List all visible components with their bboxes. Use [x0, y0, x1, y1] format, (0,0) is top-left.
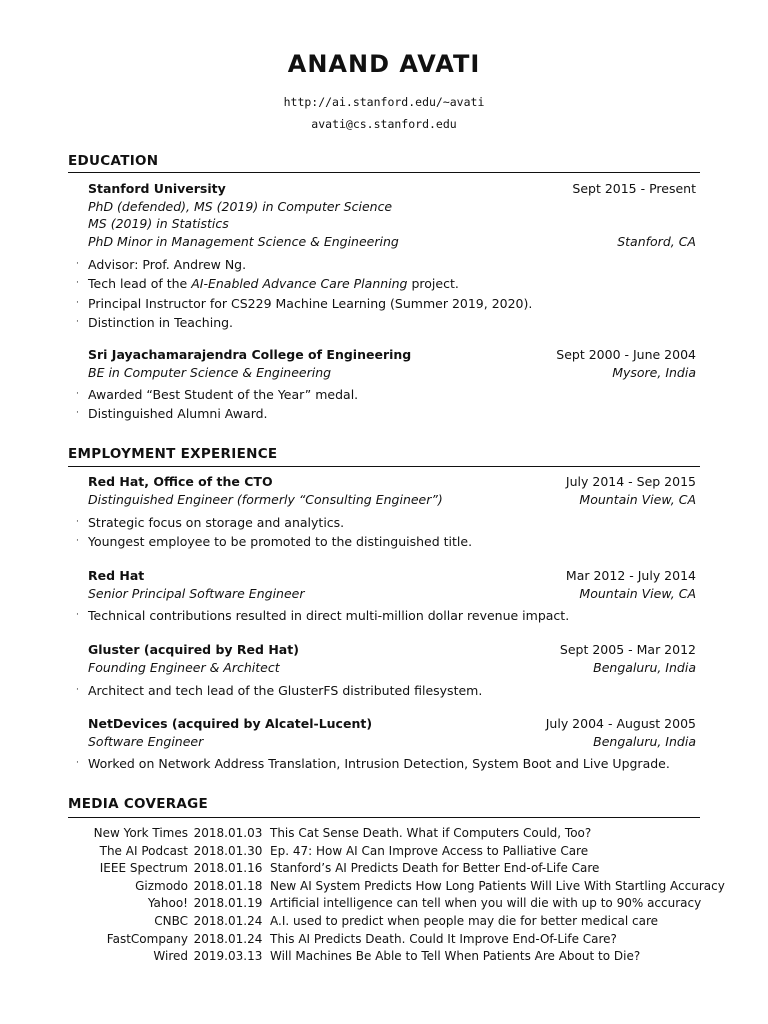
- bullet-dot-icon: ·: [76, 536, 79, 547]
- entry-location: Bengaluru, India: [593, 659, 696, 675]
- bullet-item: · Distinction in Teaching.: [76, 313, 716, 332]
- media-date: 2018.01.19: [193, 896, 263, 911]
- media-source: New York Times: [93, 826, 188, 840]
- media-source: Yahoo!: [147, 896, 188, 911]
- media-row[interactable]: [88, 878, 748, 896]
- bullet-dot-icon: ·: [76, 389, 79, 399]
- media-date: 2018.01.03: [193, 826, 263, 840]
- media-source: Wired: [153, 949, 188, 964]
- bullet-item: · Awarded “Best Student of the Year” medal.: [76, 385, 716, 404]
- media-title: This AI Predicts Death. Could It Improve End-Of-Life Care?: [270, 931, 617, 946]
- bullet-list: [76, 255, 716, 332]
- media-title: Stanford’s AI Predicts Death for Better End-of-Life Care: [270, 861, 600, 876]
- employer-name: Red Hat: [88, 568, 145, 583]
- education-entry: [88, 180, 696, 250]
- media-date: 2018.01.30: [193, 843, 263, 858]
- media-table: [88, 825, 748, 966]
- media-date: 2018.01.16: [193, 861, 263, 876]
- project-name: AI-Enabled Advance Care Planning: [191, 276, 408, 292]
- media-row[interactable]: [88, 913, 748, 931]
- media-row[interactable]: [88, 895, 748, 913]
- employment-entry: [88, 473, 696, 508]
- media-date: 2019.03.13: [193, 949, 263, 964]
- entry-date: Sept 2015 - Present: [572, 181, 696, 196]
- job-role: Software Engineer: [88, 733, 204, 749]
- bullet-list: [76, 513, 716, 552]
- entry-date: Sept 2000 - June 2004: [556, 347, 696, 362]
- employment-entry: [88, 715, 696, 750]
- media-date: 2018.01.24: [193, 913, 263, 928]
- entry-location: Bengaluru, India: [593, 733, 696, 749]
- media-title: Artificial intelligence can tell when you will die with up to 90% accuracy: [270, 896, 702, 911]
- media-row[interactable]: [88, 931, 748, 949]
- media-date: 2018.01.24: [193, 931, 263, 946]
- bullet-item: · Principal Instructor for CS229 Machine Learning (Summer 2019, 2020).: [76, 294, 716, 313]
- entry-location: Mountain View, CA: [579, 491, 696, 507]
- bullet-dot-icon: ·: [76, 278, 79, 289]
- bullet-dot-icon: ·: [76, 259, 79, 269]
- bullet-list: [76, 606, 716, 625]
- institution-name: Stanford University: [88, 181, 226, 196]
- employer-name: NetDevices (acquired by Alcatel-Lucent): [88, 716, 373, 731]
- degree-line: MS (2019) in Statistics: [88, 216, 229, 231]
- section-rule: [68, 466, 700, 467]
- job-role: Founding Engineer & Architect: [88, 659, 280, 675]
- bullet-dot-icon: ·: [76, 610, 79, 620]
- media-row[interactable]: [88, 843, 748, 861]
- degree-line: PhD Minor in Management Science & Engineering: [88, 233, 399, 249]
- media-row[interactable]: [88, 825, 748, 843]
- degree-line: PhD (defended), MS (2019) in Computer Science: [88, 198, 393, 214]
- bullet-dot-icon: ·: [76, 517, 79, 527]
- bullet-item: · Worked on Network Address Translation, Intrusion Detection, System Boot and Live Upgrade.: [76, 754, 716, 773]
- entry-date: July 2014 - Sep 2015: [565, 474, 696, 489]
- entry-date: July 2004 - August 2005: [545, 716, 696, 731]
- bullet-list: [76, 385, 716, 424]
- bullet-item: · Technical contributions resulted in direct multi-million dollar revenue impact.: [76, 606, 716, 625]
- job-role: Senior Principal Software Engineer: [88, 585, 305, 601]
- bullet-list: [76, 681, 716, 700]
- bullet-item: · Strategic focus on storage and analytics.: [76, 513, 716, 532]
- employer-name: Gluster (acquired by Red Hat): [88, 642, 299, 657]
- institution-name: Sri Jayachamarajendra College of Engineering: [88, 347, 412, 362]
- candidate-name: ANAND AVATI: [287, 50, 481, 78]
- entry-location: Mountain View, CA: [579, 585, 696, 601]
- section-title-education: EDUCATION: [68, 153, 159, 169]
- job-role: Distinguished Engineer (formerly “Consulting Engineer”): [88, 491, 443, 507]
- media-title: Ep. 47: How AI Can Improve Access to Palliative Care: [270, 843, 589, 858]
- media-source: IEEE Spectrum: [99, 861, 188, 876]
- media-title: Will Machines Be Able to Tell When Patients Are About to Die?: [270, 949, 641, 964]
- media-source: The AI Podcast: [99, 843, 188, 858]
- degree-line: BE in Computer Science & Engineering: [88, 364, 332, 380]
- media-row[interactable]: [88, 860, 748, 878]
- media-date: 2018.01.18: [193, 878, 263, 893]
- bullet-dot-icon: ·: [76, 408, 79, 419]
- bullet-dot-icon: ·: [76, 297, 79, 308]
- section-rule: [68, 172, 700, 173]
- media-title: This Cat Sense Death. What if Computers Could, Too?: [270, 826, 592, 840]
- media-title: A.I. used to predict when people may die for better medical care: [270, 913, 659, 928]
- employment-entry: [88, 641, 696, 676]
- section-rule: [68, 817, 700, 818]
- media-source: FastCompany: [106, 931, 188, 946]
- entry-date: Mar 2012 - July 2014: [565, 568, 696, 583]
- bullet-dot-icon: ·: [76, 685, 79, 695]
- section-title-employment: EMPLOYMENT EXPERIENCE: [68, 446, 278, 462]
- entry-location: Stanford, CA: [617, 233, 696, 249]
- homepage-link[interactable]: http://ai.stanford.edu/~avati: [283, 95, 485, 109]
- section-title-media: MEDIA COVERAGE: [68, 796, 209, 812]
- media-row[interactable]: [88, 948, 748, 966]
- bullet-list: [76, 754, 716, 773]
- bullet-dot-icon: ·: [76, 316, 79, 327]
- entry-date: Sept 2005 - Mar 2012: [559, 642, 696, 657]
- bullet-item: · Advisor: Prof. Andrew Ng.: [76, 255, 716, 274]
- media-title: New AI System Predicts How Long Patients Will Live With Startling Accuracy: [270, 878, 725, 893]
- media-source: Gizmodo: [135, 878, 188, 893]
- email-link[interactable]: avati@cs.stanford.edu: [311, 117, 457, 131]
- bullet-item: · Youngest employee to be promoted to the distinguished title.: [76, 532, 716, 551]
- media-source: CNBC: [154, 913, 188, 928]
- bullet-dot-icon: ·: [76, 758, 79, 768]
- bullet-item: · Distinguished Alumni Award.: [76, 404, 716, 423]
- education-entry: [88, 346, 696, 381]
- entry-location: Mysore, India: [612, 364, 696, 380]
- employer-name: Red Hat, Office of the CTO: [88, 474, 273, 489]
- bullet-item: · Tech lead of the AI-Enabled Advance Care Planning project.: [76, 274, 716, 293]
- employment-entry: [88, 567, 696, 602]
- bullet-item: · Architect and tech lead of the GlusterFS distributed filesystem.: [76, 681, 716, 700]
